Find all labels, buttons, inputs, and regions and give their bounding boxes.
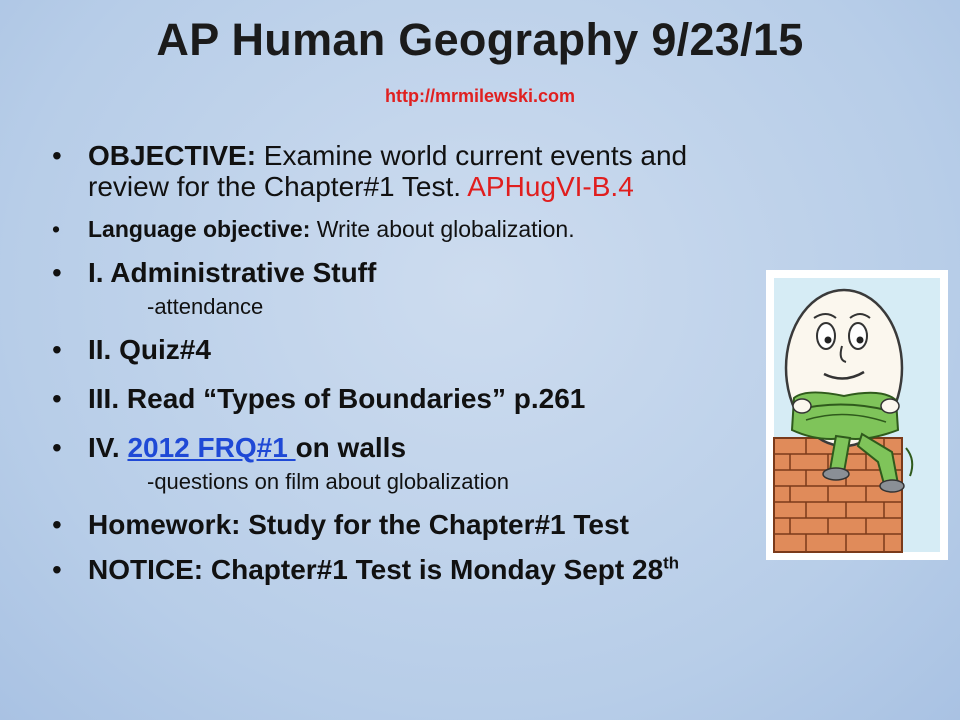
notice-text: NOTICE: Chapter#1 Test is Monday Sept 28 [88,554,664,585]
website-link[interactable]: http://mrmilewski.com [384,86,576,106]
objective-text-1: Examine world current events and [256,140,688,171]
objective-label: OBJECTIVE: [88,140,257,171]
slide-title: AP Human Geography 9/23/15 [156,14,804,65]
agenda-item-3: • III. Read “Types of Boundaries” p.261 [52,383,932,414]
agenda-item-4-prefix: IV. [88,432,128,463]
agenda-item-4-sub: -questions on film about globalization [147,469,510,494]
objective-bullet [52,140,932,202]
agenda-item-1-sub: -attendance [147,294,264,319]
agenda-item-2: • II. Quiz#4 [52,334,932,365]
frq-link[interactable]: 2012 FRQ#1 [127,432,296,463]
objective-code: APHugVI-B.4 [467,171,634,202]
agenda-item-1: • I. Administrative Stuff [52,257,932,288]
homework-bullet: • Homework: Study for the Chapter#1 Test [52,509,932,540]
objective-text-2: review for the Chapter#1 Test. [88,171,468,202]
agenda-item-4-suffix: on walls [295,432,407,463]
language-objective-bullet [52,215,932,243]
humpty-dumpty-clipart-icon [766,270,948,560]
notice-sup: th [663,553,680,573]
language-objective-text: Write about globalization. [310,216,575,242]
language-objective-label: Language objective: [88,216,311,242]
